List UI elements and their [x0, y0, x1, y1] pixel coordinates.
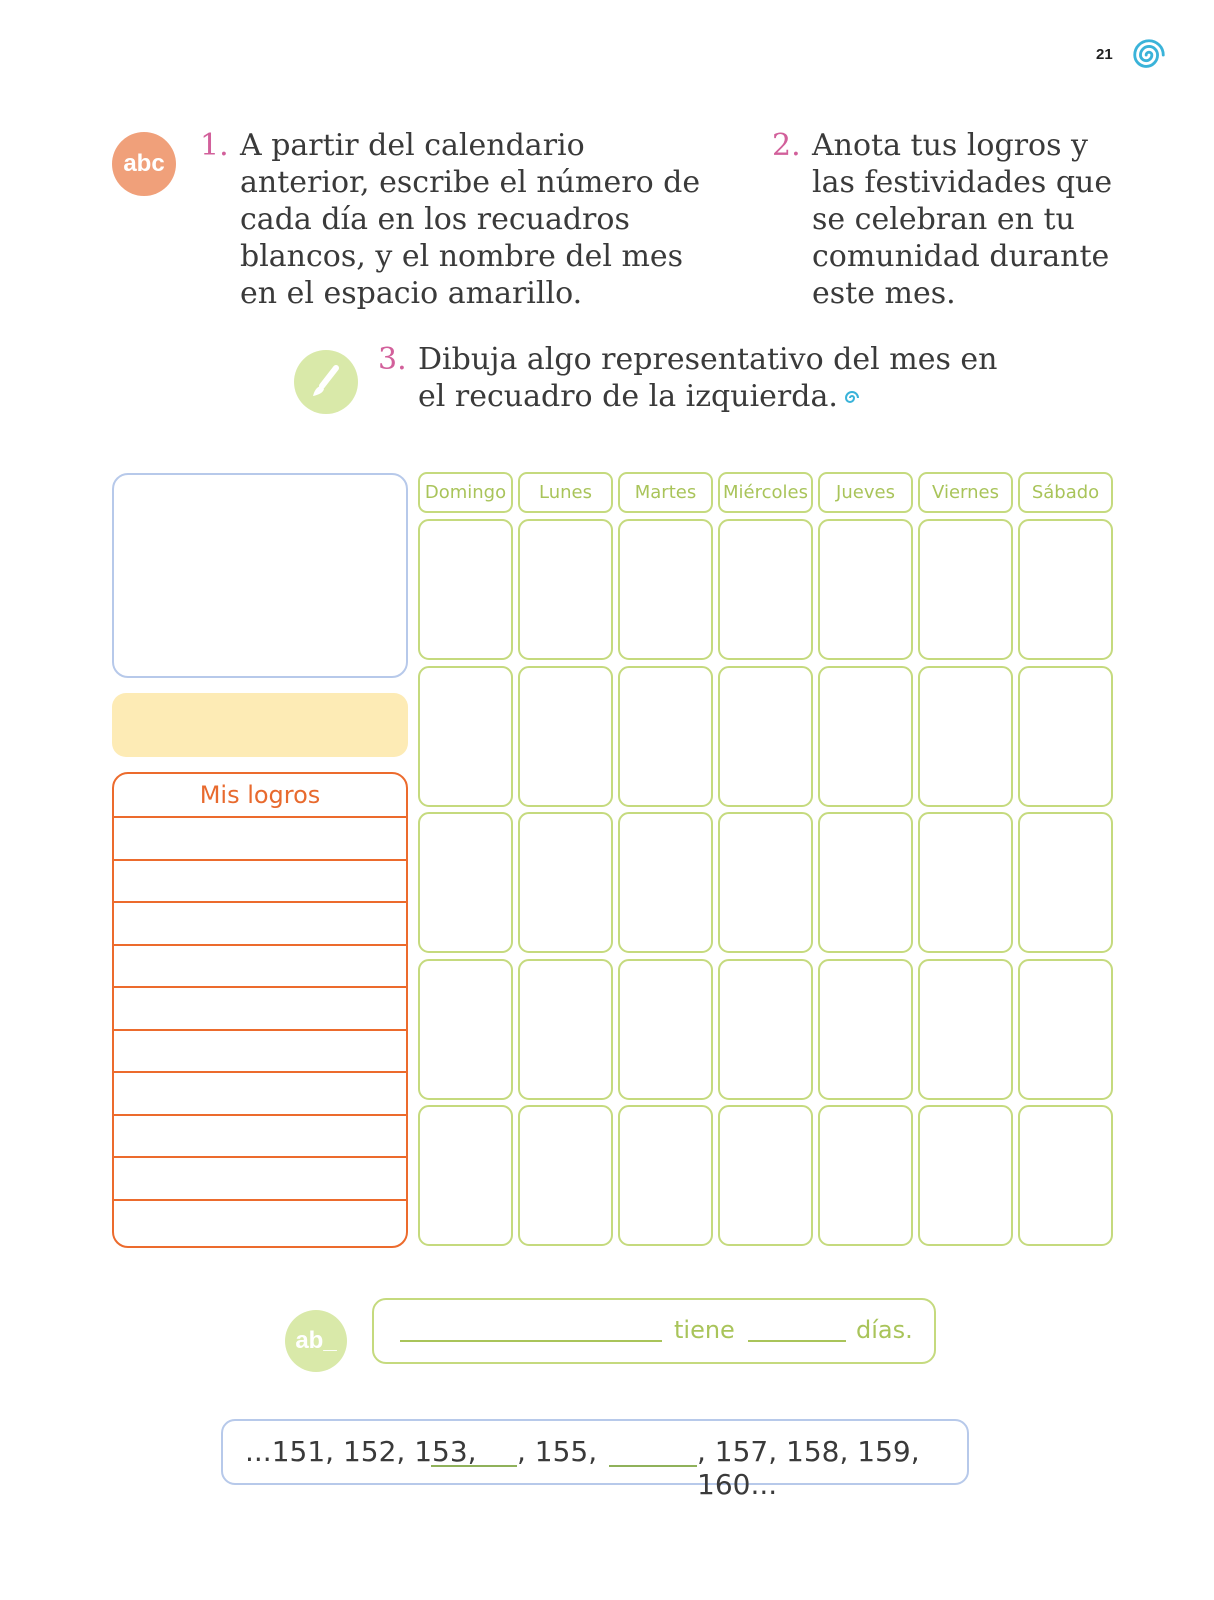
instruction-2 [772, 127, 1132, 312]
calendar-day-cell[interactable] [418, 812, 513, 953]
instruction-3 [378, 341, 1018, 415]
abc-icon: abc [112, 132, 176, 196]
calendar-day-cell[interactable] [818, 519, 913, 660]
calendar-day-cell[interactable] [518, 666, 613, 807]
calendar-grid [418, 472, 1116, 1252]
calendar-day-cell[interactable] [1018, 959, 1113, 1100]
page-number: 21 [1096, 46, 1113, 63]
sequence-blank-1[interactable] [431, 1465, 517, 1467]
calendar-day-cell[interactable] [1018, 812, 1113, 953]
day-header: Miércoles [718, 472, 813, 513]
calendar-day-cell[interactable] [618, 1105, 713, 1246]
sequence-mid: , 155, [517, 1435, 598, 1468]
swirl-icon [842, 389, 862, 407]
logros-line[interactable] [114, 1158, 406, 1201]
sequence-start: ...151, 152, 153, [245, 1435, 477, 1468]
calendar-day-cell[interactable] [1018, 1105, 1113, 1246]
instruction-3-text: Dibuja algo representativo del mes en el recuadro de la izquierda. [418, 342, 998, 414]
month-days-sentence [372, 1298, 936, 1364]
calendar-day-cell[interactable] [818, 666, 913, 807]
drawing-box[interactable] [112, 473, 408, 678]
day-header: Martes [618, 472, 713, 513]
calendar-day-cell[interactable] [818, 1105, 913, 1246]
calendar-day-cell[interactable] [418, 666, 513, 807]
sequence-end: , 157, 158, 159, 160... [697, 1435, 920, 1501]
days-blank[interactable] [748, 1340, 846, 1342]
instruction-1-text: A partir del calendario anterior, escribe el número de cada día en los recuadros blancos, y el nombre del mes en el espacio amarillo. [240, 128, 701, 311]
logros-line[interactable] [114, 1073, 406, 1116]
day-header: Lunes [518, 472, 613, 513]
month-blank[interactable] [400, 1340, 662, 1342]
calendar-day-cell[interactable] [718, 1105, 813, 1246]
swirl-logo-icon [1130, 36, 1168, 74]
calendar-day-cell[interactable] [418, 959, 513, 1100]
calendar-day-cell[interactable] [1018, 666, 1113, 807]
number-sequence [221, 1419, 969, 1501]
logros-line[interactable] [114, 1031, 406, 1074]
logros-line[interactable] [114, 988, 406, 1031]
sequence-blank-2[interactable] [609, 1465, 697, 1467]
calendar-day-cell[interactable] [718, 666, 813, 807]
calendar-day-cell[interactable] [918, 519, 1013, 660]
calendar-day-cell[interactable] [818, 812, 913, 953]
month-name-field[interactable] [112, 693, 408, 757]
calendar-day-cell[interactable] [718, 959, 813, 1100]
logros-title: Mis logros [114, 774, 406, 818]
instruction-1-number: 1. [200, 128, 229, 163]
calendar-day-cell[interactable] [518, 519, 613, 660]
logros-line[interactable] [114, 1201, 406, 1242]
dias-word: días. [856, 1316, 913, 1344]
day-header: Jueves [818, 472, 913, 513]
instruction-1 [200, 127, 720, 312]
calendar-day-cell[interactable] [618, 666, 713, 807]
brush-icon [294, 350, 358, 414]
calendar-day-cell[interactable] [518, 959, 613, 1100]
logros-line[interactable] [114, 861, 406, 904]
tiene-word: tiene [674, 1316, 735, 1344]
calendar-day-cell[interactable] [418, 519, 513, 660]
calendar-day-cell[interactable] [1018, 519, 1113, 660]
logros-line[interactable] [114, 1116, 406, 1159]
instruction-2-number: 2. [772, 128, 801, 163]
calendar-day-cell[interactable] [618, 959, 713, 1100]
calendar-day-cell[interactable] [518, 812, 613, 953]
calendar-day-cell[interactable] [618, 812, 713, 953]
calendar-day-cell[interactable] [918, 812, 1013, 953]
day-header: Domingo [418, 472, 513, 513]
calendar-day-cell[interactable] [818, 959, 913, 1100]
calendar-day-cell[interactable] [918, 1105, 1013, 1246]
logros-line[interactable] [114, 818, 406, 861]
calendar-day-cell[interactable] [918, 666, 1013, 807]
logros-line[interactable] [114, 903, 406, 946]
instruction-3-number: 3. [378, 342, 407, 377]
ab-icon: ab_ [285, 1310, 347, 1372]
calendar-day-cell[interactable] [618, 519, 713, 660]
logros-line[interactable] [114, 946, 406, 989]
logros-list [112, 772, 408, 1248]
instruction-2-text: Anota tus logros y las festividades que se celebran en tu comunidad durante este mes. [812, 128, 1113, 311]
day-header: Viernes [918, 472, 1013, 513]
calendar-day-cell[interactable] [518, 1105, 613, 1246]
calendar-day-cell[interactable] [718, 519, 813, 660]
calendar-day-cell[interactable] [418, 1105, 513, 1246]
day-header: Sábado [1018, 472, 1113, 513]
calendar-day-cell[interactable] [918, 959, 1013, 1100]
calendar-day-cell[interactable] [718, 812, 813, 953]
